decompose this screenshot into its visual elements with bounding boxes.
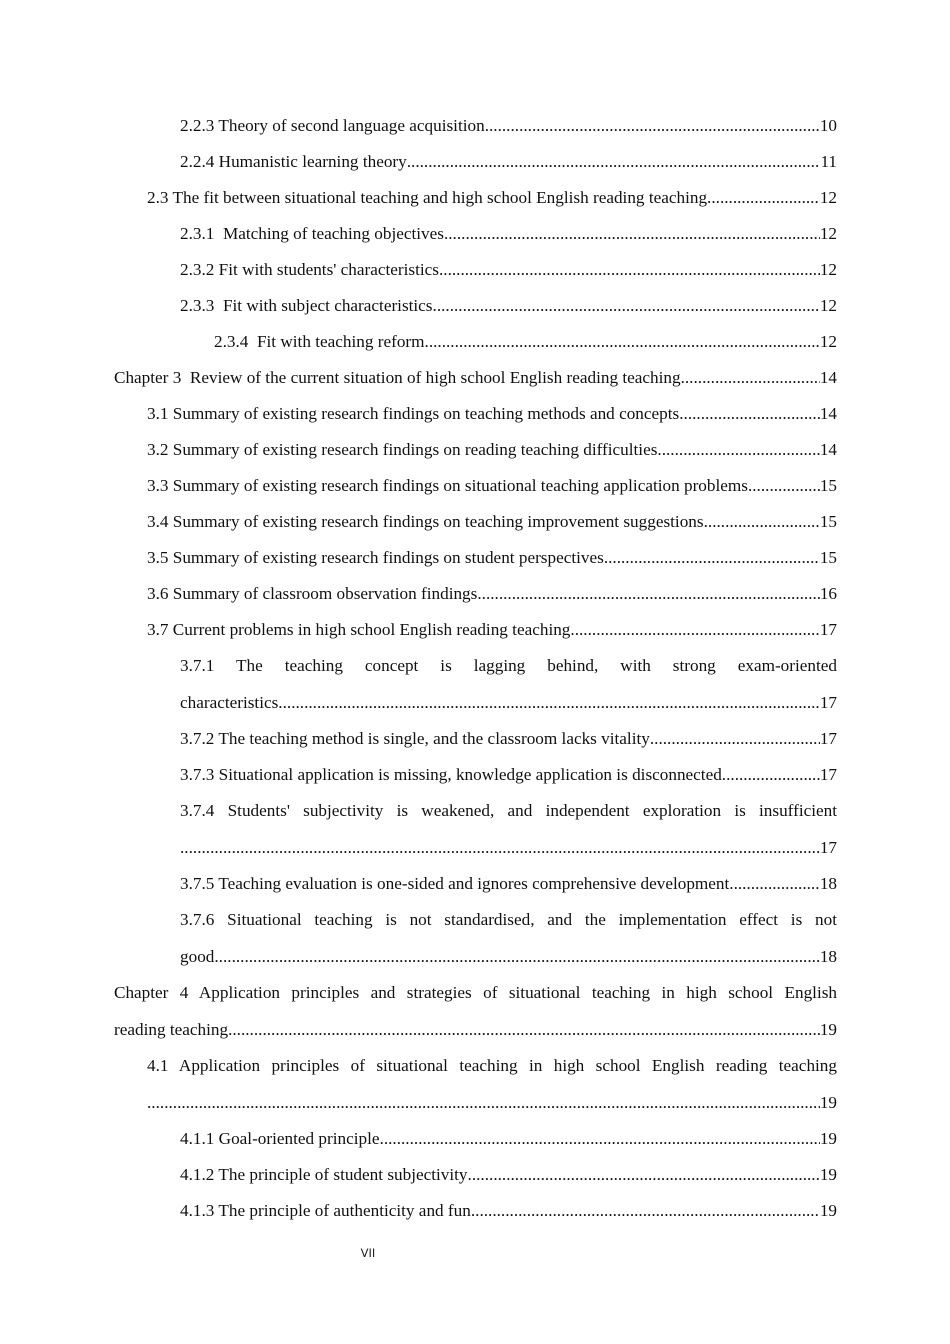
toc-entry-chapter-4[interactable] xyxy=(114,975,837,1048)
toc-page-number: 12 xyxy=(819,332,837,351)
toc-entry-title: 2.3.4 Fit with teaching reform xyxy=(214,332,425,351)
dot-leader xyxy=(729,866,820,902)
toc-entry-title: 4.1.3 The principle of authenticity and fun xyxy=(180,1201,471,1220)
toc-entry-3-4[interactable] xyxy=(114,504,837,540)
toc-entry-title: 3.5 Summary of existing research findings on student perspectives xyxy=(147,548,604,567)
toc-entry-chapter-3[interactable] xyxy=(114,360,837,396)
toc-page-number: 18 xyxy=(819,947,837,966)
toc-entry-3-7-5[interactable] xyxy=(114,866,837,902)
dot-leader xyxy=(471,1193,820,1229)
dot-leader xyxy=(468,1157,820,1193)
toc-entry-3-7-3[interactable] xyxy=(114,757,837,793)
toc-entry-title: 2.3.1 Matching of teaching objectives xyxy=(180,224,444,243)
toc-entry-title: Chapter 3 Review of the current situation of high school English reading teaching xyxy=(114,368,681,387)
toc-entry-title: 2.3.2 Fit with students' characteristics xyxy=(180,260,439,279)
toc-entry-title-line2: good xyxy=(180,947,215,966)
toc-entry-title: 3.7.5 Teaching evaluation is one-sided and ignores comprehensive development xyxy=(180,874,730,893)
dot-leader xyxy=(214,939,819,975)
dot-leader xyxy=(679,396,820,432)
toc-entry-3-5[interactable] xyxy=(114,540,837,576)
toc-entry-3-3[interactable] xyxy=(114,468,837,504)
toc-page-number: 17 xyxy=(819,729,837,748)
dot-leader xyxy=(228,1012,820,1048)
toc-entry-title-line2: reading teaching xyxy=(114,1020,229,1039)
toc-entry-4-1-3[interactable] xyxy=(114,1193,837,1229)
toc-page-number: 10 xyxy=(819,116,837,135)
toc-page-number: 14 xyxy=(819,368,837,387)
toc-entry-title-line1: 3.7.1 The teaching concept is lagging behind, with strong exam-oriented xyxy=(180,656,837,675)
toc-page-number: 17 xyxy=(819,693,837,712)
toc-entry-title: 2.2.3 Theory of second language acquisition xyxy=(180,116,485,135)
toc-page-number: 17 xyxy=(819,620,837,639)
toc-entry-2-2-3[interactable] xyxy=(114,108,837,144)
toc-entry-3-1[interactable] xyxy=(114,396,837,432)
toc-page-number: 12 xyxy=(819,188,837,207)
toc-page-number: 18 xyxy=(819,874,837,893)
toc-entry-title-line1: 3.7.4 Students' subjectivity is weakened, and independent exploration is insufficient xyxy=(180,801,837,820)
toc-page-number: 14 xyxy=(819,440,837,459)
dot-leader xyxy=(477,576,819,612)
toc-page-number: 15 xyxy=(819,512,837,531)
dot-leader xyxy=(650,721,820,757)
toc-entry-2-3-1[interactable] xyxy=(114,216,837,252)
toc-entry-3-6[interactable] xyxy=(114,576,837,612)
toc-page-number: 12 xyxy=(819,224,837,243)
toc-page-number: 16 xyxy=(819,584,837,603)
toc-page-number: 11 xyxy=(820,152,837,171)
toc-entry-2-3-2[interactable] xyxy=(114,252,837,288)
toc-entry-title: 4.1.2 The principle of student subjectivity xyxy=(180,1165,468,1184)
toc-entry-title-line1: Chapter 4 Application principles and strategies of situational teaching in high school English xyxy=(114,983,837,1002)
toc-page-number: 12 xyxy=(819,296,837,315)
toc-entry-3-7-6[interactable] xyxy=(114,902,837,975)
toc-page-number: 19 xyxy=(819,1201,837,1220)
toc-entry-title: 3.7.3 Situational application is missing, knowledge application is disconnected xyxy=(180,765,722,784)
dot-leader xyxy=(570,612,819,648)
dot-leader xyxy=(707,180,820,216)
toc-entry-title: 3.6 Summary of classroom observation findings xyxy=(147,584,478,603)
toc-page-number: 15 xyxy=(819,548,837,567)
dot-leader xyxy=(657,432,819,468)
toc-page-number: 19 xyxy=(819,1129,837,1148)
toc-entry-3-2[interactable] xyxy=(114,432,837,468)
dot-leader xyxy=(425,324,820,360)
dot-leader xyxy=(180,830,820,866)
toc-entry-4-1-1[interactable] xyxy=(114,1121,837,1157)
toc-entry-title-line1: 4.1 Application principles of situational teaching in high school English reading teaching xyxy=(147,1056,837,1075)
toc-entry-title: 3.7.2 The teaching method is single, and the classroom lacks vitality xyxy=(180,729,650,748)
toc-entry-3-7-4[interactable] xyxy=(114,793,837,866)
toc-entry-title: 3.7 Current problems in high school English reading teaching xyxy=(147,620,571,639)
toc-entry-title: 3.3 Summary of existing research findings on situational teaching application problems xyxy=(147,476,748,495)
dot-leader xyxy=(433,288,820,324)
toc-page-number: 19 xyxy=(819,1093,837,1112)
toc-entry-title: 3.2 Summary of existing research findings on reading teaching difficulties xyxy=(147,440,658,459)
dot-leader xyxy=(485,108,820,144)
toc-page-number: 19 xyxy=(819,1020,837,1039)
toc-page-number: 19 xyxy=(819,1165,837,1184)
toc-entry-3-7-1[interactable] xyxy=(114,648,837,721)
toc-entry-title: 3.4 Summary of existing research findings on teaching improvement suggestions xyxy=(147,512,704,531)
toc-entry-3-7[interactable] xyxy=(114,612,837,648)
dot-leader xyxy=(722,757,820,793)
dot-leader xyxy=(704,504,820,540)
toc-entry-4-1[interactable] xyxy=(114,1048,837,1121)
toc-entry-2-3-3[interactable] xyxy=(114,288,837,324)
toc-entry-3-7-2[interactable] xyxy=(114,721,837,757)
toc-entry-title: 3.1 Summary of existing research findings on teaching methods and concepts xyxy=(147,404,680,423)
dot-leader xyxy=(407,144,821,180)
dot-leader xyxy=(380,1121,820,1157)
toc-page-number: 12 xyxy=(819,260,837,279)
dot-leader xyxy=(748,468,820,504)
dot-leader xyxy=(604,540,820,576)
toc-entry-title-line1: 3.7.6 Situational teaching is not standardised, and the implementation effect is not xyxy=(180,910,837,929)
toc-entry-2-2-4[interactable] xyxy=(114,144,837,180)
dot-leader xyxy=(681,360,820,396)
toc-entry-title: 2.3.3 Fit with subject characteristics xyxy=(180,296,433,315)
toc-page-number: 17 xyxy=(819,838,837,857)
toc-entry-title: 4.1.1 Goal-oriented principle xyxy=(180,1129,380,1148)
page-number-footer: VII xyxy=(360,1246,376,1260)
dot-leader xyxy=(439,252,820,288)
toc-entry-2-3[interactable] xyxy=(114,180,837,216)
toc-entry-4-1-2[interactable] xyxy=(114,1157,837,1193)
toc-entry-title-line2: characteristics xyxy=(180,693,279,712)
toc-entry-title: 2.3 The fit between situational teaching and high school English reading teaching xyxy=(147,188,708,207)
toc-page-number: 17 xyxy=(819,765,837,784)
table-of-contents xyxy=(114,108,837,1229)
dot-leader xyxy=(278,685,820,721)
toc-page-number: 14 xyxy=(819,404,837,423)
dot-leader xyxy=(444,216,820,252)
toc-page-number: 15 xyxy=(819,476,837,495)
dot-leader xyxy=(147,1085,820,1121)
toc-entry-2-3-4[interactable] xyxy=(114,324,837,360)
toc-entry-title: 2.2.4 Humanistic learning theory xyxy=(180,152,407,171)
